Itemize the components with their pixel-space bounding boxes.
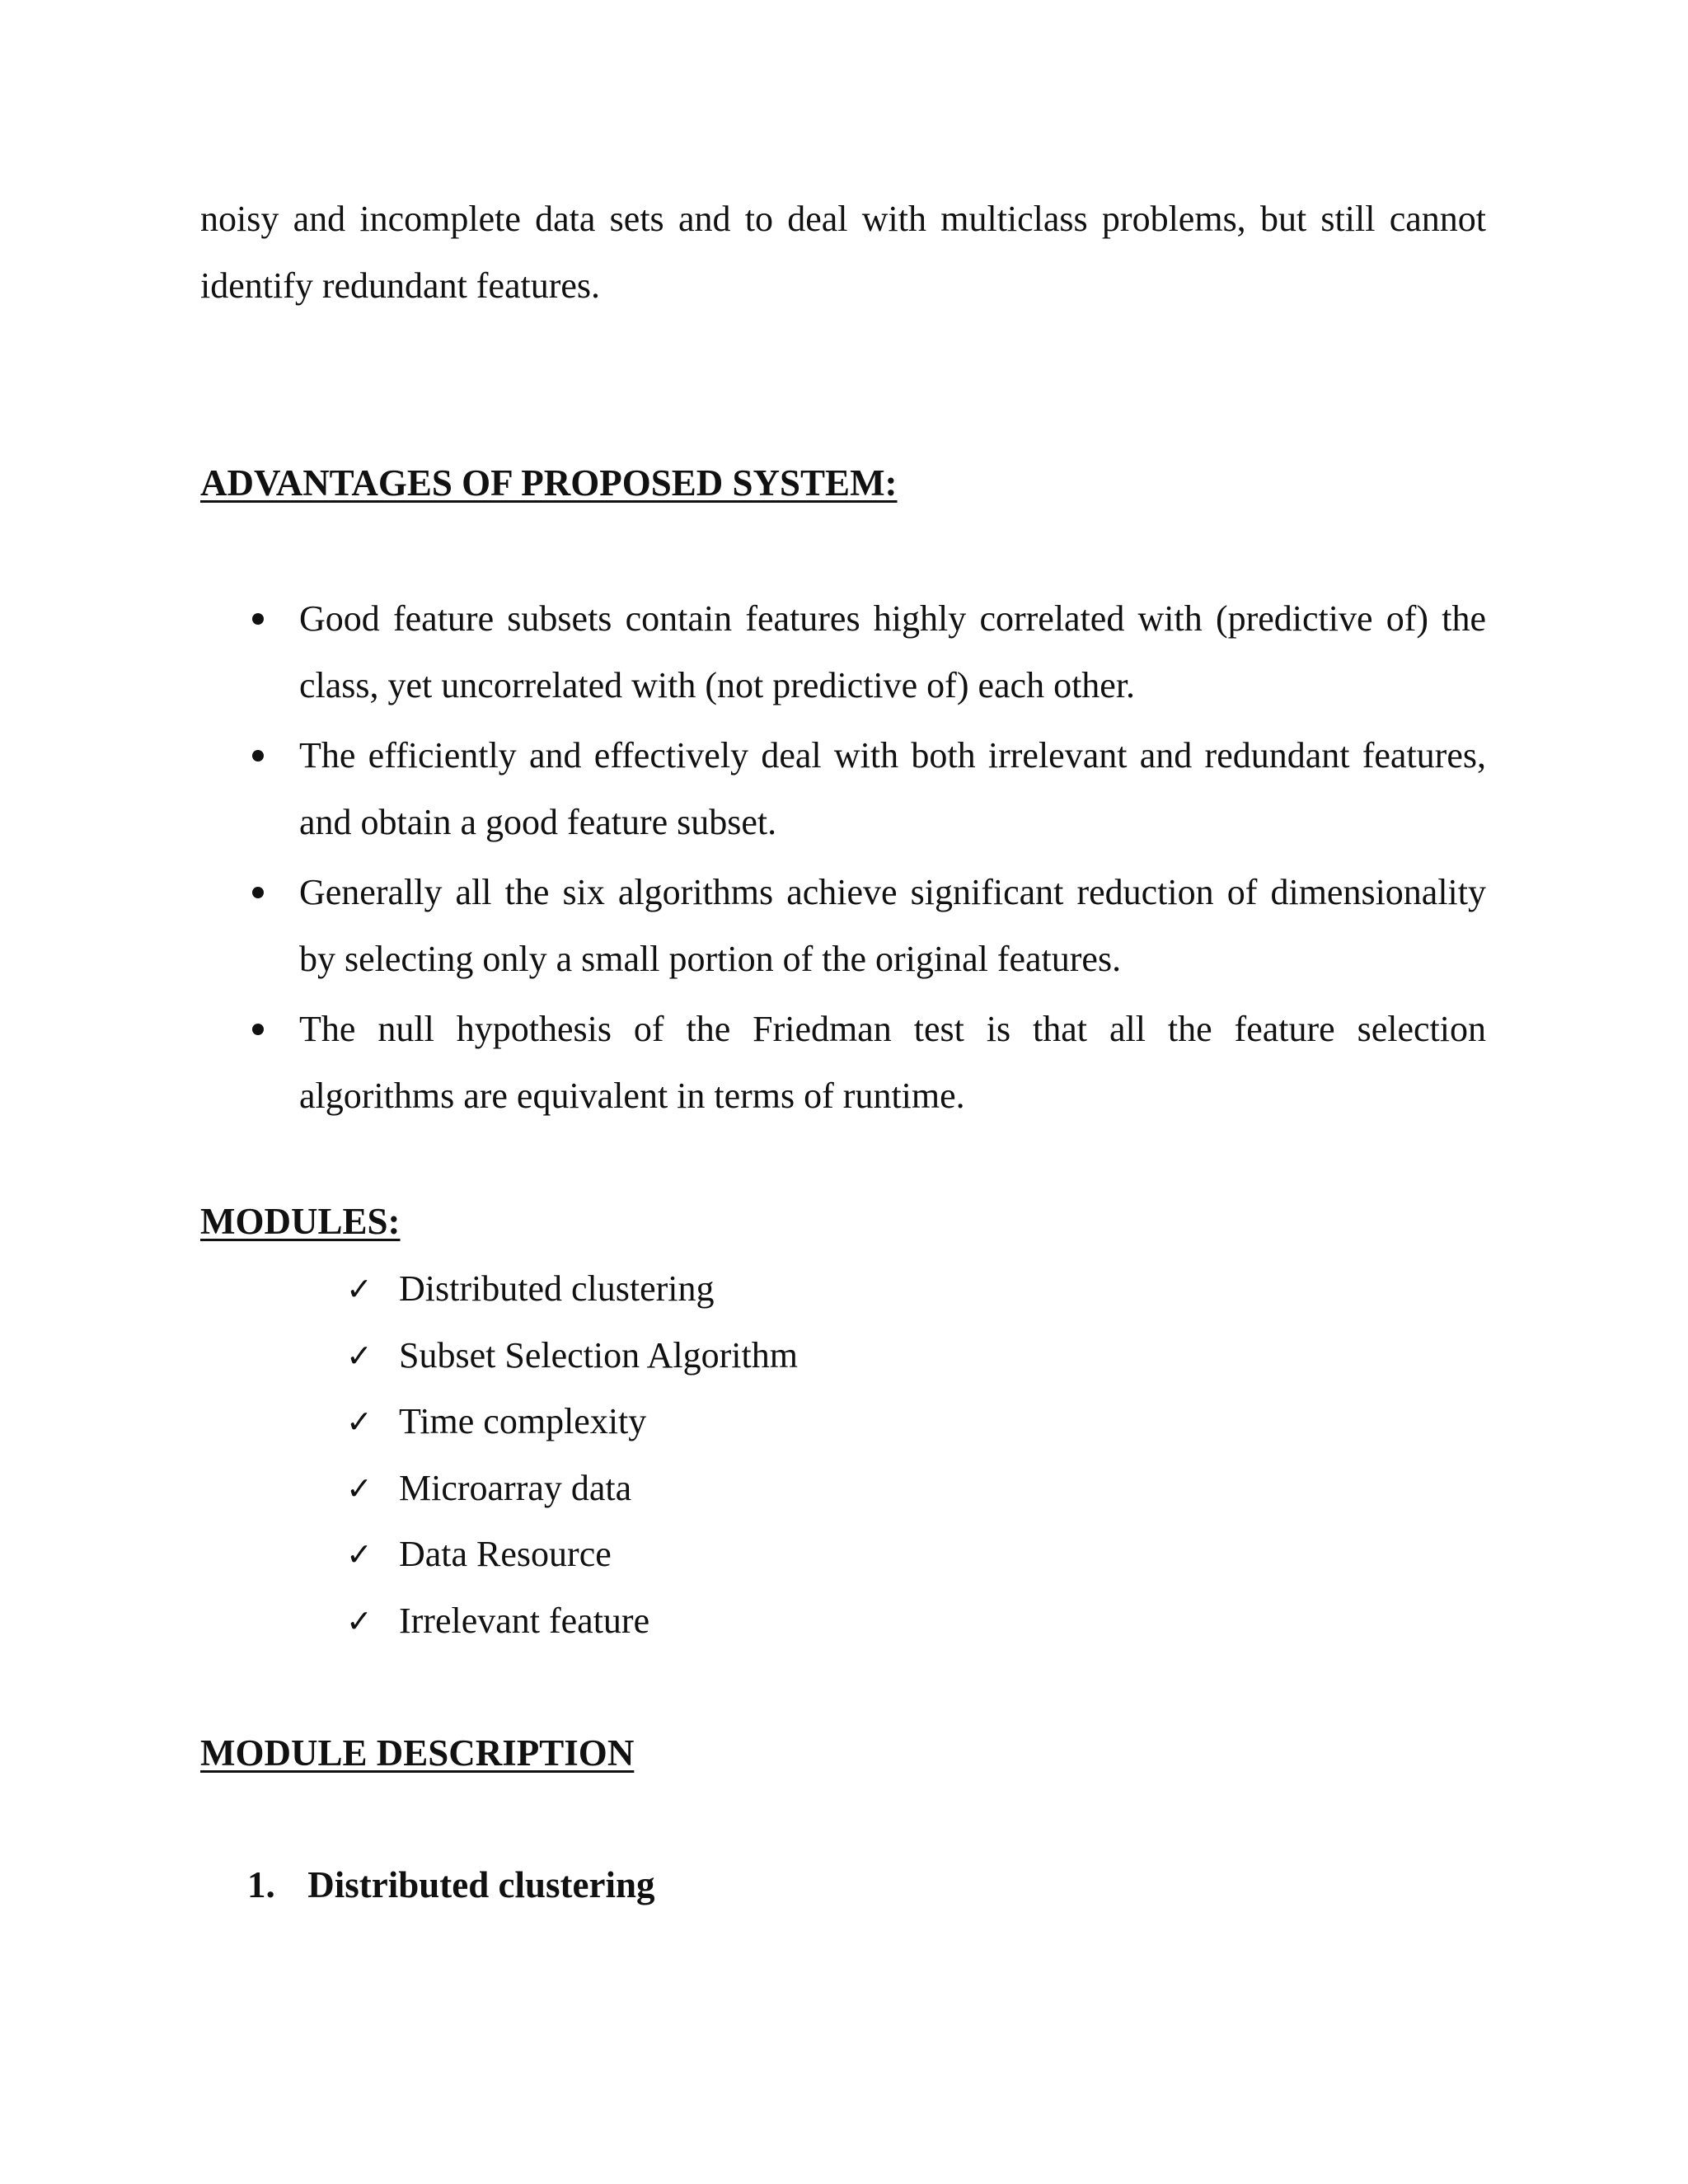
module-text: Time complexity xyxy=(399,1401,647,1441)
module-text: Microarray data xyxy=(399,1467,632,1508)
checkmark-icon: ✓ xyxy=(346,1469,373,1507)
checkmark-icon: ✓ xyxy=(346,1337,373,1374)
module-item xyxy=(346,1389,798,1455)
item-title: Distributed clustering xyxy=(307,1864,655,1905)
module-item xyxy=(346,1256,798,1323)
modules-list xyxy=(346,1256,798,1654)
advantage-item xyxy=(200,585,1486,719)
checkmark-icon: ✓ xyxy=(346,1602,373,1639)
advantage-text: Generally all the six algorithms achieve significant reduction of dimensionality by selecting only a small portion of the original features. xyxy=(299,872,1486,979)
module-item xyxy=(346,1588,798,1655)
advantages-list xyxy=(200,585,1486,1132)
bullet-dot-icon xyxy=(252,613,264,625)
checkmark-icon: ✓ xyxy=(346,1536,373,1572)
module-text: Subset Selection Algorithm xyxy=(399,1334,798,1376)
intro-paragraph: noisy and incomplete data sets and to deal with multiclass problems, but still cannot identify redundant features. xyxy=(200,199,1486,306)
advantages-heading: ADVANTAGES OF PROPOSED SYSTEM: xyxy=(200,462,898,504)
module-description-heading: MODULE DESCRIPTION xyxy=(200,1732,635,1774)
bullet-dot-icon xyxy=(252,887,264,898)
checkmark-icon: ✓ xyxy=(346,1271,373,1307)
modules-heading: MODULES: xyxy=(200,1201,401,1242)
advantage-text: The efficiently and effectively deal with both irrelevant and redundant features, and obtain a good feature subset. xyxy=(299,735,1486,842)
item-number: 1. xyxy=(247,1864,275,1905)
module-item xyxy=(346,1521,798,1588)
module-text: Irrelevant feature xyxy=(399,1600,650,1641)
module-text: Data Resource xyxy=(399,1534,612,1574)
module-item xyxy=(346,1455,798,1522)
bullet-dot-icon xyxy=(252,1024,264,1035)
advantage-item xyxy=(200,996,1486,1129)
advantage-item xyxy=(200,722,1486,855)
advantage-item xyxy=(200,859,1486,992)
advantage-text: The null hypothesis of the Friedman test is that all the feature selection algorithms are equivalent in terms of runtime. xyxy=(299,1009,1486,1116)
module-description-item xyxy=(247,1860,655,1910)
module-text: Distributed clustering xyxy=(399,1268,715,1309)
checkmark-icon: ✓ xyxy=(346,1404,373,1440)
advantage-text: Good feature subsets contain features highly correlated with (predictive of) the class, yet uncorrelated with (not predictive of) each other. xyxy=(299,598,1486,705)
module-item xyxy=(346,1323,798,1390)
bullet-dot-icon xyxy=(252,750,264,762)
